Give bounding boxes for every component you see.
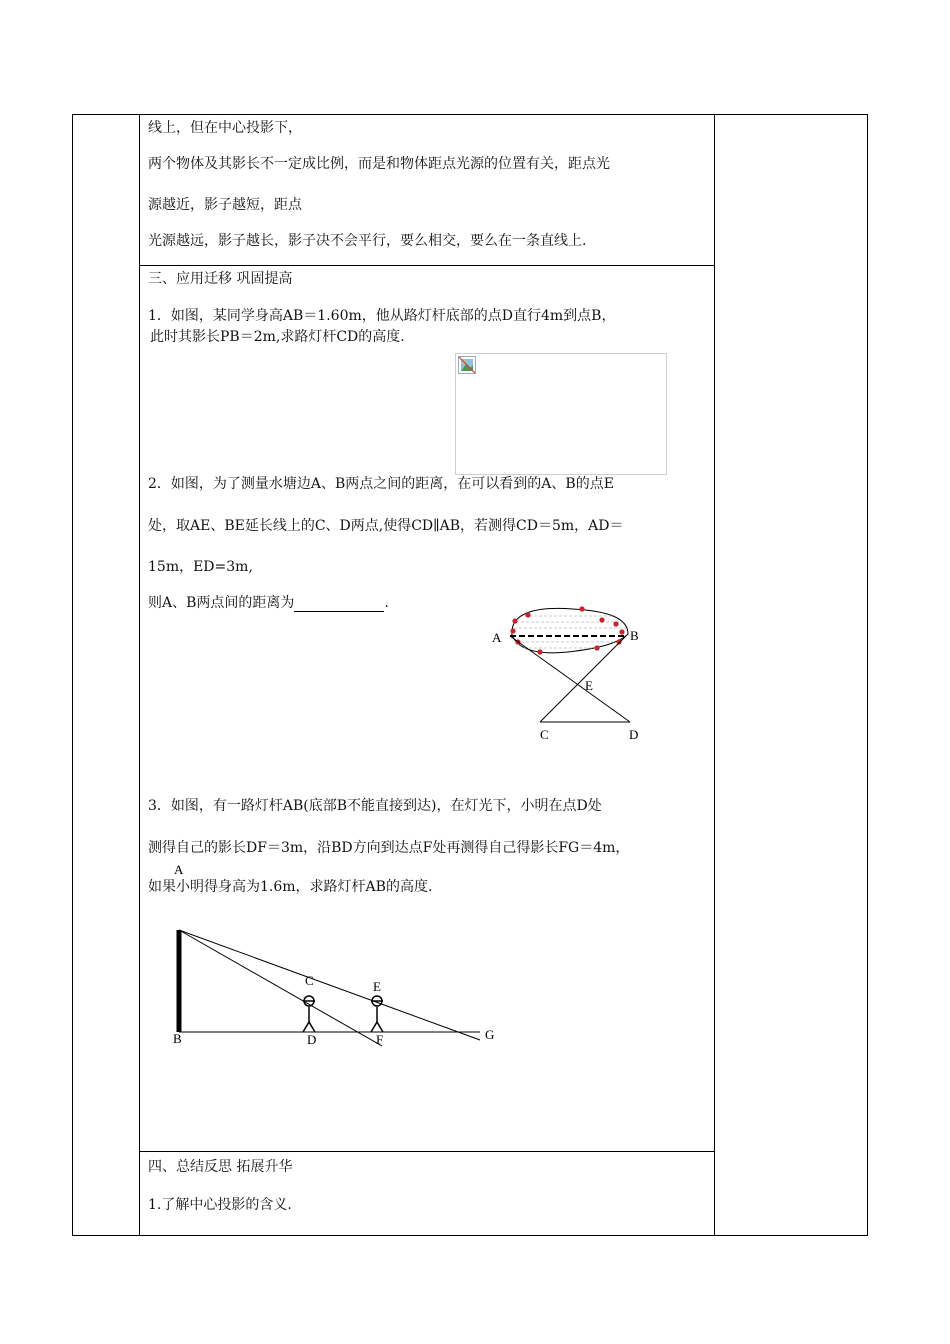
lamp-figure bbox=[160, 858, 510, 1053]
label-B: B bbox=[173, 1031, 182, 1046]
q1-line-1: 1．如图，某同学身高AB＝1.60m，他从路灯杆底部的点D直行4m到点B， bbox=[148, 308, 616, 324]
q2-line-4-end: . bbox=[384, 595, 389, 611]
column-divider-left bbox=[139, 115, 140, 1235]
label-D: D bbox=[307, 1032, 317, 1047]
q3-line-1: 3．如图，有一路灯杆AB(底部B不能直接到达)，在灯光下，小明在点D处 bbox=[148, 798, 602, 814]
label-A: A bbox=[492, 630, 502, 645]
q1-figure-placeholder bbox=[455, 353, 667, 475]
q2-line-3: 15m，ED=3m, bbox=[148, 559, 253, 575]
section4-heading: 四、总结反思 拓展升华 bbox=[148, 1159, 293, 1175]
q3-line-2: 测得自己的影长DF＝3m，沿BD方向到达点F处再测得自己得影长FG＝4m， bbox=[148, 840, 630, 856]
intro-line-1: 线上，但在中心投影下， bbox=[148, 120, 302, 136]
label-E: E bbox=[585, 678, 593, 693]
q2-line-1: 2．如图，为了测量水塘边A、B两点之间的距离，在可以看到的A、B的点E bbox=[148, 476, 614, 492]
label-C: C bbox=[540, 727, 549, 742]
broken-image-icon bbox=[458, 356, 476, 374]
row-divider-2 bbox=[139, 1151, 715, 1152]
column-divider-right bbox=[714, 115, 715, 1235]
pond-figure bbox=[488, 600, 648, 750]
label-A: A bbox=[174, 862, 184, 877]
label-D: D bbox=[629, 727, 639, 742]
q3-line-3: 如果小明得身高为1.6m，求路灯杆AB的高度. bbox=[148, 879, 433, 895]
person-at-F bbox=[371, 996, 383, 1032]
label-G: G bbox=[485, 1027, 495, 1042]
q2-line-2: 处，取AE、BE延长线上的C、D两点,使得CD∥AB，若测得CD＝5m，AD＝ bbox=[148, 518, 624, 534]
label-E: E bbox=[373, 979, 381, 994]
answer-blank bbox=[294, 597, 384, 612]
section4-item-1: 1.了解中心投影的含义. bbox=[148, 1197, 292, 1213]
intro-line-3: 源越近，影子越短，距点 bbox=[148, 197, 302, 213]
q1-line-2: 此时其影长PB＝2m,求路灯杆CD的高度. bbox=[150, 329, 405, 345]
label-C: C bbox=[305, 973, 314, 988]
label-F: F bbox=[376, 1032, 384, 1047]
row-divider-1 bbox=[139, 265, 715, 266]
section3-heading: 三、应用迁移 巩固提高 bbox=[148, 271, 293, 287]
label-B: B bbox=[630, 628, 639, 643]
q2-line-4 bbox=[148, 594, 389, 612]
intro-line-2: 两个物体及其影长不一定成比例，而是和物体距点光源的位置有关，距点光 bbox=[148, 156, 610, 172]
person-at-D bbox=[303, 996, 315, 1032]
intro-line-4: 光源越远，影子越长，影子决不会平行，要么相交，要么在一条直线上. bbox=[148, 233, 587, 249]
q2-line-4-text: 则A、B两点间的距离为 bbox=[148, 595, 295, 611]
